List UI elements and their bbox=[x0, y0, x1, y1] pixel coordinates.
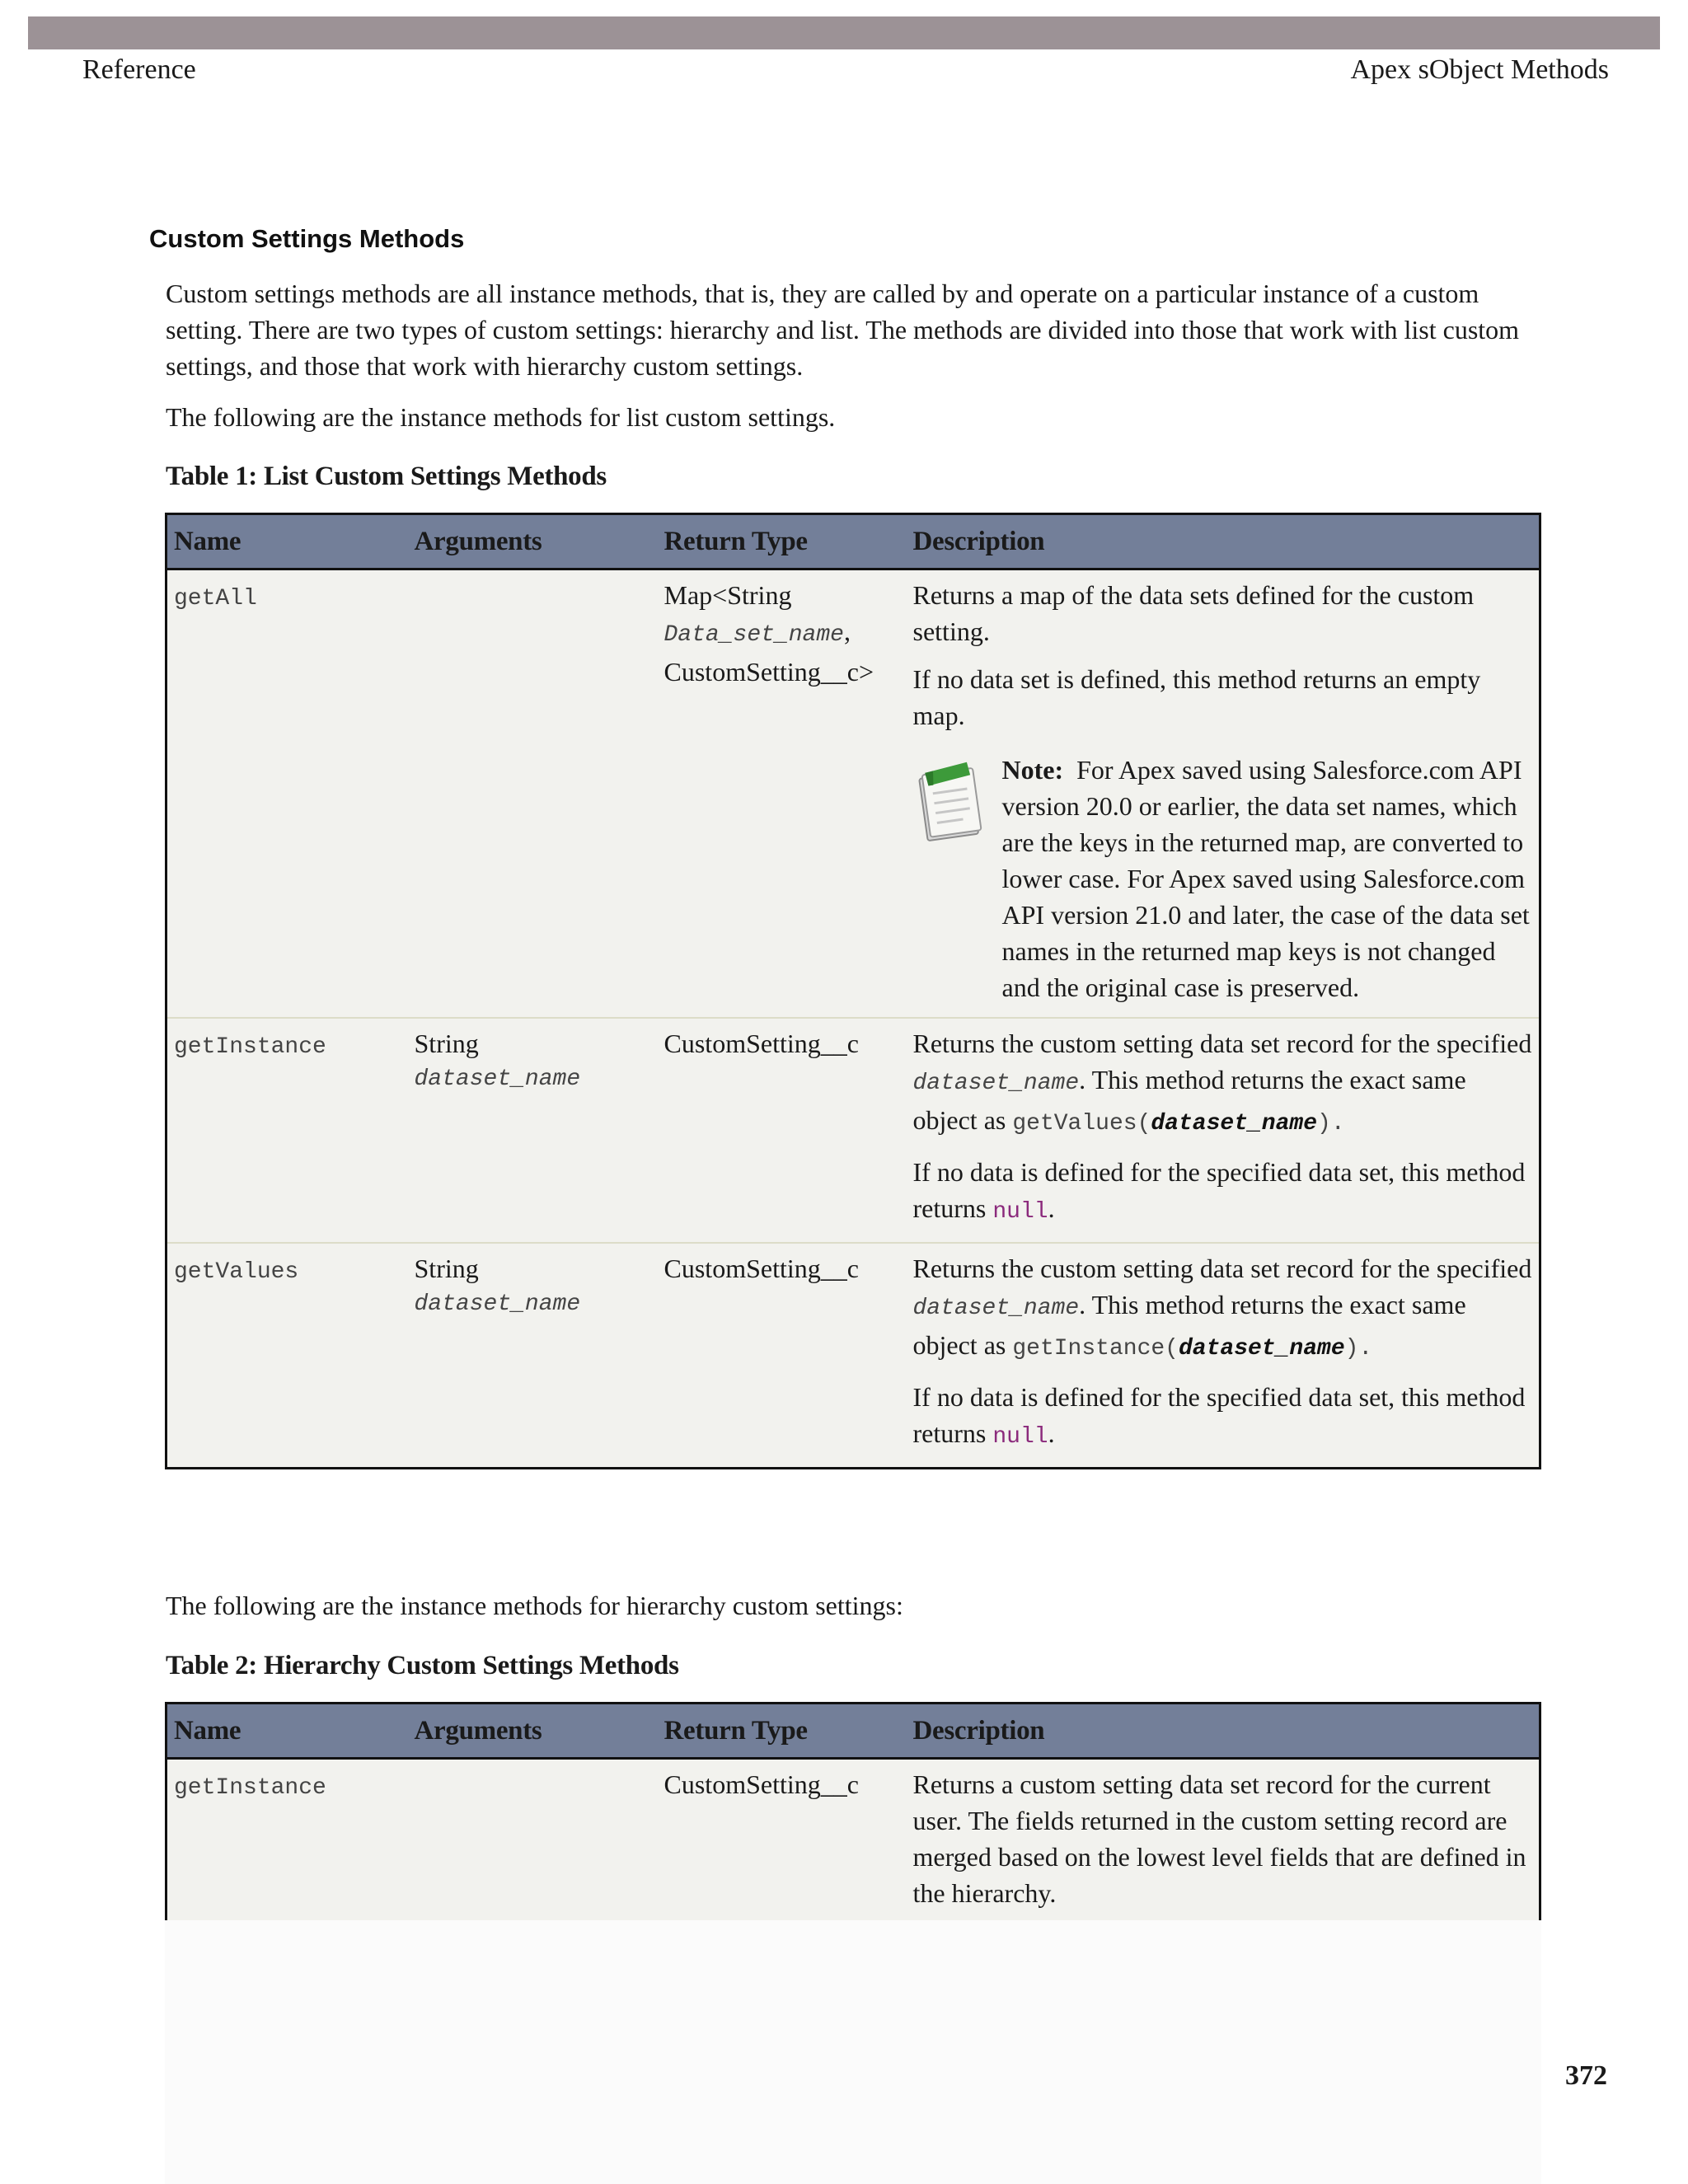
top-bar bbox=[28, 16, 1660, 49]
description-part: . bbox=[1048, 1418, 1055, 1448]
header-name: Name bbox=[166, 1704, 408, 1759]
table2-caption: Table 2: Hierarchy Custom Settings Methods bbox=[166, 1651, 679, 1680]
arguments-cell bbox=[408, 1243, 658, 1469]
note-icon bbox=[913, 760, 996, 851]
description-part: If no data is defined for the specified data set, this method returns bbox=[912, 1382, 1526, 1448]
arguments-cell bbox=[408, 569, 658, 1019]
inline-code: ). bbox=[1317, 1111, 1345, 1137]
description-cell bbox=[907, 1243, 1540, 1469]
header-arguments: Arguments bbox=[408, 1704, 658, 1759]
return-type-cell bbox=[658, 569, 907, 1019]
header-return-type: Return Type bbox=[658, 1704, 907, 1759]
return-type: CustomSetting__c bbox=[663, 1769, 859, 1799]
table-header-row bbox=[166, 514, 1540, 569]
inline-code: dataset_name bbox=[1151, 1111, 1318, 1137]
description-text bbox=[913, 1379, 1533, 1455]
argument-name: dataset_name bbox=[414, 1291, 581, 1317]
table-row bbox=[166, 569, 1540, 1019]
table-row bbox=[166, 1759, 1540, 1924]
null-literal: null bbox=[992, 1424, 1048, 1450]
intro-paragraph: Custom settings methods are all instance methods, that is, they are called by and operate on a particular instance of a custom setting. There are two types of custom settings: hierarchy and list. The methods are divided into those that work with list custom settings, and those that work with hierarchy custom settings. bbox=[166, 279, 1520, 381]
method-name: getInstance bbox=[174, 1034, 326, 1060]
page-number: 372 bbox=[1565, 2060, 1607, 2091]
page-fade-area bbox=[165, 1920, 1541, 2184]
section-title: Custom Settings Methods bbox=[149, 224, 465, 253]
hierarchy-methods-intro: The following are the instance methods for hierarchy custom settings: bbox=[166, 1591, 903, 1620]
return-type-param: Data_set_name bbox=[663, 622, 844, 648]
table-row bbox=[166, 1018, 1540, 1243]
inline-code: getValues( bbox=[1012, 1111, 1151, 1137]
inline-code: dataset_name bbox=[912, 1071, 1080, 1096]
header-name: Name bbox=[166, 514, 408, 569]
header-arguments: Arguments bbox=[408, 514, 658, 569]
note-text bbox=[1002, 752, 1533, 1005]
argument-type: String bbox=[414, 1029, 479, 1058]
return-type: CustomSetting__c bbox=[663, 1254, 859, 1283]
method-name: getInstance bbox=[174, 1775, 326, 1801]
running-header-left: Reference bbox=[82, 54, 196, 85]
description-text: Returns a custom setting data set record for the current user. The fields returned in the custom setting record are merged based on the lowest level fields that are defined in the hierarchy. bbox=[912, 1769, 1526, 1908]
description-part: . This method returns the exact same object as bbox=[912, 1290, 1466, 1360]
method-name: getAll bbox=[174, 586, 257, 612]
description-text bbox=[913, 1154, 1533, 1230]
list-methods-intro: The following are the instance methods for list custom settings. bbox=[166, 402, 836, 432]
return-type-line: Map<String bbox=[663, 580, 792, 610]
description-text: If no data set is defined, this method returns an empty map. bbox=[912, 664, 1481, 730]
table-row bbox=[166, 1243, 1540, 1469]
header-description: Description bbox=[907, 1704, 1540, 1759]
argument-name: dataset_name bbox=[414, 1066, 581, 1092]
argument-type: String bbox=[414, 1254, 479, 1283]
inline-code: dataset_name bbox=[1178, 1336, 1345, 1361]
header-return-type: Return Type bbox=[658, 514, 907, 569]
inline-code: ). bbox=[1344, 1336, 1373, 1361]
return-type: CustomSetting__c bbox=[663, 1029, 859, 1058]
note-body: For Apex saved using Salesforce.com API version 20.0 or earlier, the data set names, which are the keys in the returned map, are converted to lower case. For Apex saved using Salesforce.com API version 21.0 and later, the case of the data set names in the returned map keys is not changed and the original case is preserved. bbox=[1001, 755, 1530, 1002]
hierarchy-custom-settings-table bbox=[165, 1702, 1541, 1923]
note-label: Note: bbox=[1001, 755, 1064, 785]
arguments-cell bbox=[408, 1759, 658, 1924]
return-type-line: CustomSetting__c> bbox=[663, 657, 874, 687]
description-text bbox=[913, 1025, 1533, 1142]
header-description: Description bbox=[907, 514, 1540, 569]
description-text: Returns a map of the data sets defined for the custom setting. bbox=[912, 580, 1475, 646]
description-cell bbox=[907, 1018, 1540, 1243]
running-header-right: Apex sObject Methods bbox=[1350, 54, 1609, 85]
description-part: . bbox=[1048, 1193, 1055, 1223]
arguments-cell bbox=[408, 1018, 658, 1243]
null-literal: null bbox=[992, 1199, 1048, 1225]
description-part: Returns the custom setting data set record for the specified bbox=[912, 1254, 1532, 1283]
description-part: If no data is defined for the specified data set, this method returns bbox=[912, 1157, 1526, 1223]
table1-caption: Table 1: List Custom Settings Methods bbox=[166, 462, 607, 491]
description-text bbox=[913, 1250, 1533, 1367]
list-custom-settings-table bbox=[165, 513, 1541, 1469]
method-name: getValues bbox=[174, 1259, 299, 1285]
description-cell bbox=[907, 1759, 1540, 1924]
description-cell bbox=[907, 569, 1540, 1019]
inline-code: getInstance( bbox=[1012, 1336, 1179, 1361]
description-part: Returns the custom setting data set record for the specified bbox=[912, 1029, 1532, 1058]
note-box bbox=[913, 752, 1533, 1005]
description-part: . This method returns the exact same object as bbox=[912, 1065, 1466, 1135]
inline-code: dataset_name bbox=[912, 1296, 1080, 1321]
table-header-row bbox=[166, 1704, 1540, 1759]
return-type-comma: , bbox=[843, 616, 851, 646]
